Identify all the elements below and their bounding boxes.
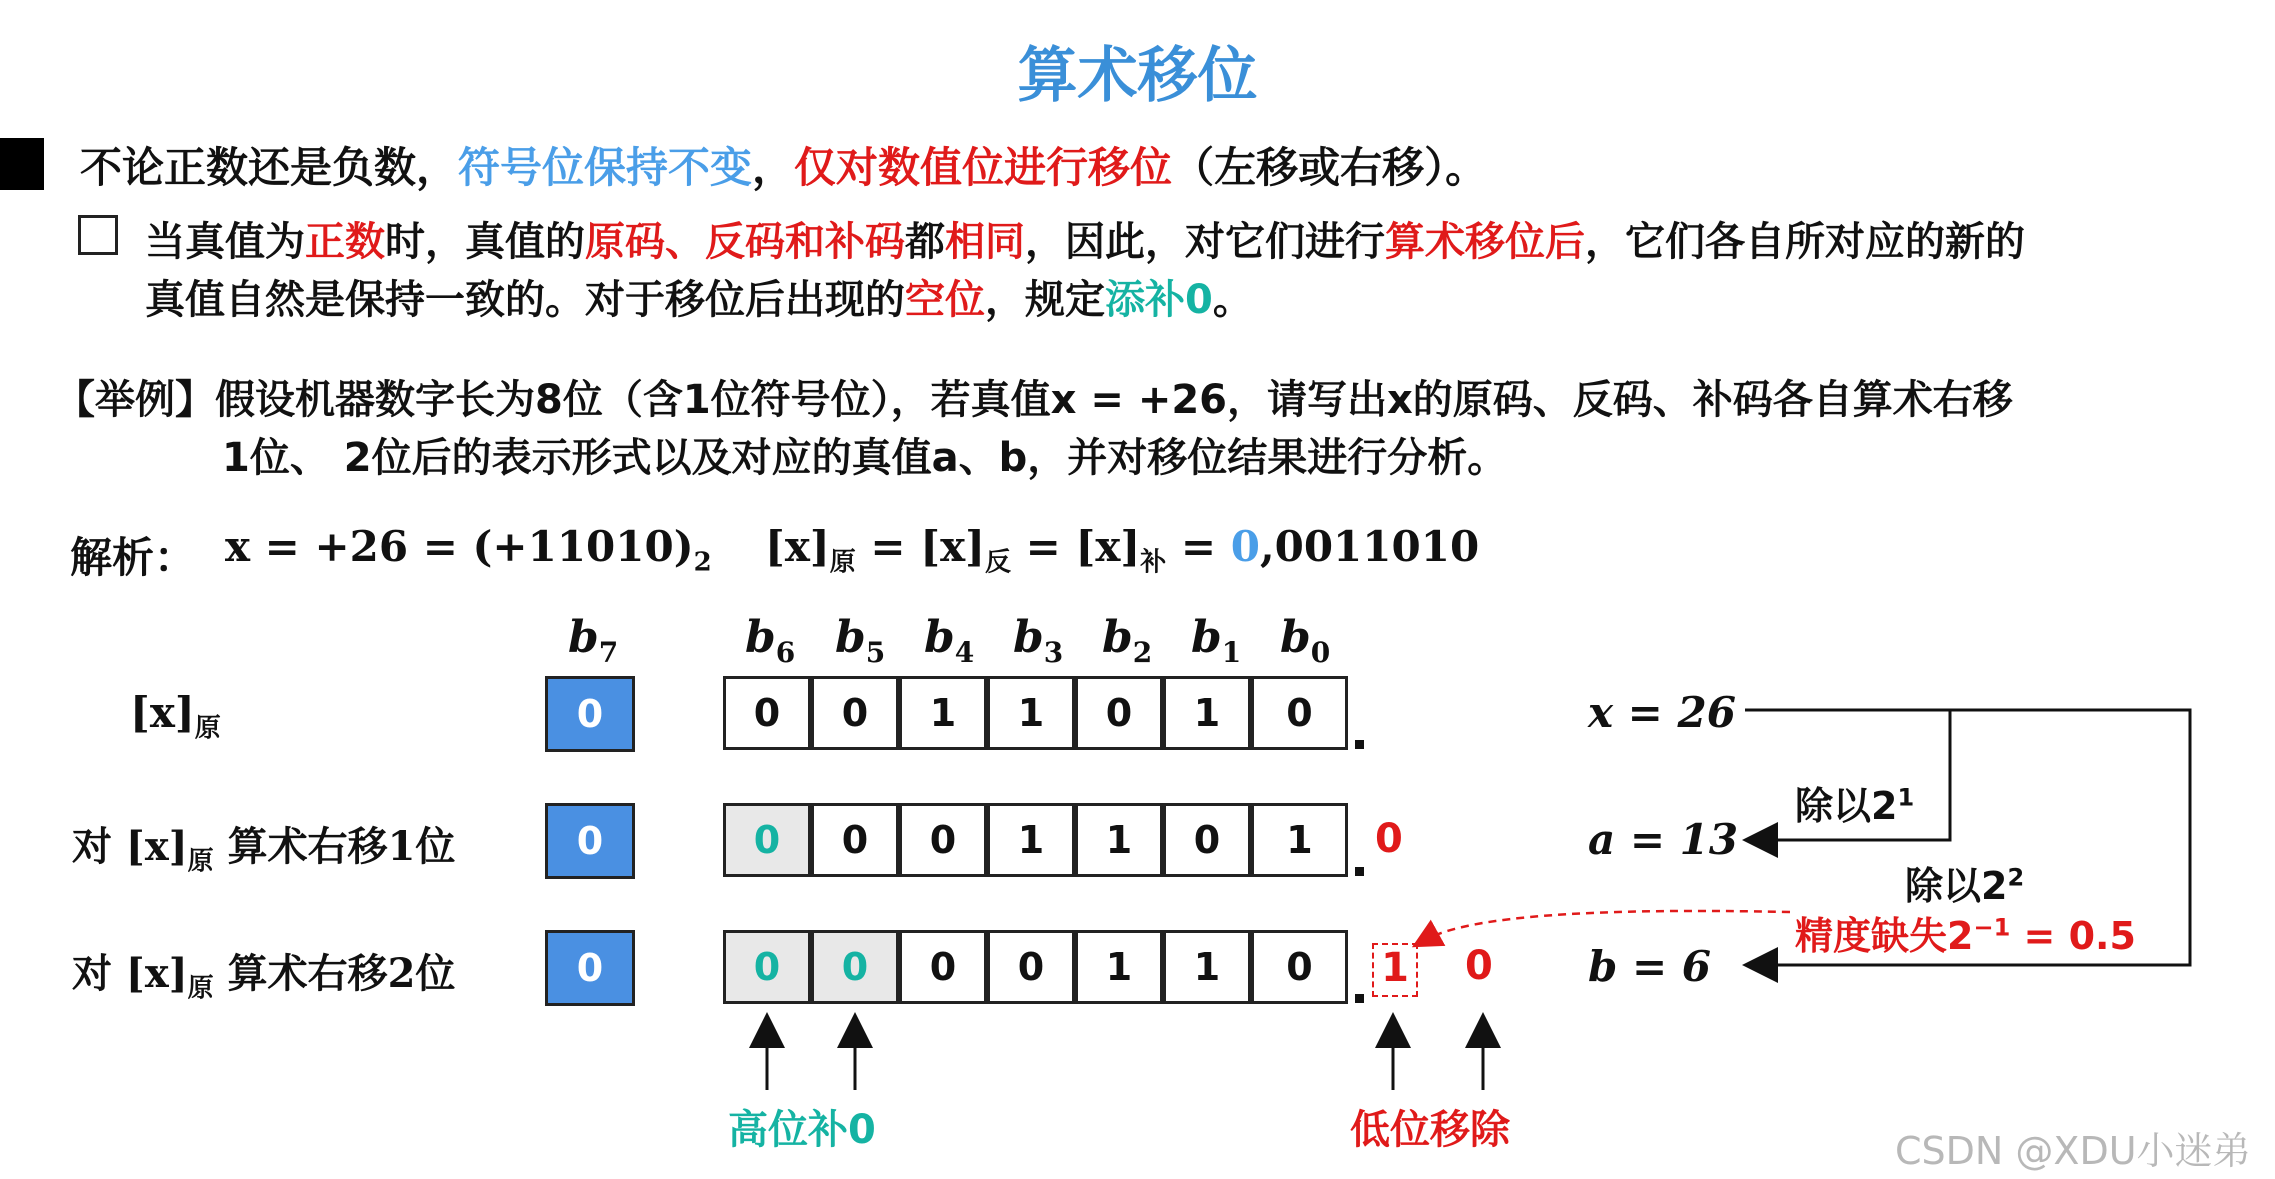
- bit-cell-filled: 0: [723, 803, 811, 877]
- bit-cell: 0: [987, 930, 1075, 1004]
- bit-label-b5: $b_5$: [835, 612, 886, 669]
- row-label-1: 对 $[x]_原$ 算术右移1位: [72, 823, 456, 877]
- bit-cell: 1: [1163, 676, 1251, 750]
- row-label-2: 对 $[x]_原$ 算术右移2位: [72, 950, 456, 1004]
- bit-label-b0: $b_0$: [1280, 612, 1331, 669]
- note-text: ，因此，对它们进行: [1025, 219, 1385, 265]
- note-text: 。: [1212, 277, 1253, 323]
- eq-text: x = +26 = (+11010): [225, 522, 694, 571]
- divide-label-2: 除以$2^2$: [1905, 863, 2025, 908]
- eq-text: [x]: [765, 522, 830, 571]
- note-text: 算术移位后: [1385, 219, 1585, 265]
- eq-sign: 0: [1230, 522, 1260, 571]
- rule-part1: 不论正数还是负数，: [80, 143, 459, 192]
- lost-bit: 1: [1372, 943, 1418, 997]
- page-title: 算术移位: [1017, 41, 1258, 111]
- eq-text: = [x]: [855, 522, 986, 571]
- note-text: 原码、反码和补码: [585, 219, 905, 265]
- bit-label-b7: $b_7$: [568, 612, 619, 669]
- precision-loss-arrow: [1425, 911, 1790, 940]
- row-label-0: $[x]_原$: [130, 688, 221, 744]
- note-text: 都: [905, 219, 945, 265]
- bit-cell: 0: [899, 930, 987, 1004]
- divide-label-1: 除以$2^1$: [1795, 783, 1915, 828]
- eq-sub: 原: [829, 547, 856, 578]
- bit-cell: 1: [987, 676, 1075, 750]
- bit-cell: 0: [811, 676, 899, 750]
- sign-bit-cell: 0: [545, 676, 635, 752]
- bit-cell: 0: [1251, 930, 1348, 1004]
- note-text: 正数: [305, 219, 385, 265]
- analysis-label: 解析：: [70, 533, 197, 582]
- eq-sub: 2: [693, 547, 712, 578]
- bit-cell: 1: [987, 803, 1075, 877]
- bit-cell: 1: [899, 676, 987, 750]
- bit-label-b3: $b_3$: [1013, 612, 1064, 669]
- low-remove-label: 低位移除: [1350, 1107, 1510, 1153]
- eq-text: =: [1166, 522, 1231, 571]
- rule-part5: （左移或右移）。: [1172, 143, 1488, 192]
- bit-cell: 0: [723, 676, 811, 750]
- bit-label-b4: $b_4$: [924, 612, 975, 669]
- bit-cell: 0: [1075, 676, 1163, 750]
- eq-text: = [x]: [1011, 522, 1141, 571]
- note-text: 相同: [945, 219, 1025, 265]
- bit-cell: 1: [1251, 803, 1348, 877]
- bit-cell-filled: 0: [723, 930, 811, 1004]
- shifted-out-bit: 0: [1465, 943, 1493, 989]
- bit-cell: 0: [1251, 676, 1348, 750]
- bit-cell: 0: [899, 803, 987, 877]
- bit-label-b1: $b_1$: [1191, 612, 1242, 669]
- high-fill-label: 高位补0: [728, 1107, 876, 1153]
- note-text: 真值自然是保持一致的。对于移位后出现的: [145, 277, 905, 323]
- bit-cell: 1: [1075, 930, 1163, 1004]
- bit-cell: 1: [1163, 930, 1251, 1004]
- note-text: 时，真值的: [385, 219, 585, 265]
- bit-label-b6: $b_6$: [745, 612, 796, 669]
- example-line-1: 【举例】假设机器数字长为8位（含1位符号位），若真值x = +26，请写出x的原码、反码、补码各自算术右移: [55, 377, 2013, 423]
- eq-sub: 补: [1140, 547, 1167, 578]
- value-x: x = 26: [1588, 688, 1736, 737]
- eq-sub: 反: [985, 547, 1012, 578]
- connector-x-a: [1745, 710, 1950, 840]
- bit-cell: 0: [1163, 803, 1251, 877]
- sign-bit-cell: 0: [545, 930, 635, 1006]
- shifted-out-bit: 0: [1375, 816, 1403, 862]
- bit-cell: 0: [811, 803, 899, 877]
- watermark: CSDN @XDU小迷弟: [1895, 1129, 2251, 1173]
- bit-cell-filled: 0: [811, 930, 899, 1004]
- rule-part4: 仅对数值位进行移位: [794, 143, 1173, 192]
- value-a: a = 13: [1588, 815, 1739, 864]
- connector-x-b: [1760, 710, 2190, 965]
- note-text: ，规定: [985, 277, 1105, 323]
- sign-bit-cell: 0: [545, 803, 635, 879]
- value-b: b = 6: [1588, 942, 1712, 991]
- rule-part2: 符号位保持不变: [458, 143, 753, 192]
- eq-text: ,0011010: [1259, 522, 1480, 571]
- bit-label-b2: $b_2$: [1102, 612, 1153, 669]
- note-text: 空位: [905, 277, 985, 323]
- bit-cell: 1: [1075, 803, 1163, 877]
- precision-loss-label: 精度缺失$2^{-1} = 0.5$: [1795, 913, 2136, 958]
- note-text: 当真值为: [145, 219, 305, 265]
- note-text: 添补0: [1105, 277, 1213, 323]
- rule-part3: ，: [752, 143, 795, 192]
- example-line-2: 1位、 2位后的表示形式以及对应的真值a、b，并对移位结果进行分析。: [222, 435, 1508, 481]
- note-text: ，它们各自所对应的新的: [1585, 219, 2025, 265]
